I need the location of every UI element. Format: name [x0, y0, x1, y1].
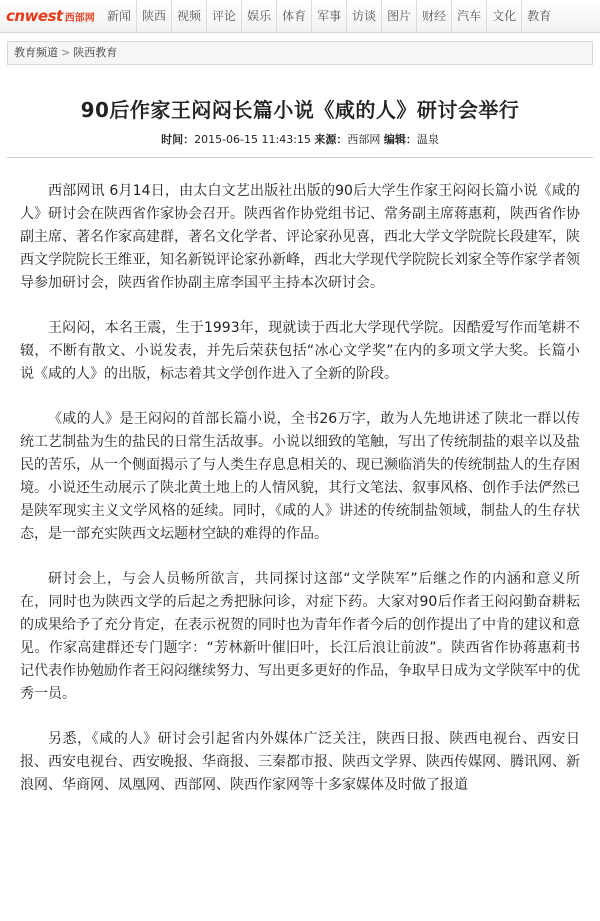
source-name: 西部网	[347, 133, 381, 146]
article-paragraph-2: 王闷闷，本名王震，生于1993年，现就读于西北大学现代学院。因酷爱写作而笔耕不辍，不断有散文、小说发表，并先后荣获包括“冰心文学奖”在内的多项文学大奖。长篇小说《咸的人》的出版，标志着其文学创作进入了全新的阶段。	[20, 320, 580, 382]
breadcrumb-item-education-channel[interactable]: 教育频道	[14, 46, 58, 59]
channel-nav	[102, 0, 556, 32]
nav-item-culture[interactable]: 文化	[486, 0, 521, 32]
article-paragraph-4: 研讨会上，与会人员畅所欲言，共同探讨这部“文学陕军”后继之作的内涵和意义所在，同时也为陕西文学的后起之秀把脉问诊，对症下药。大家对90后作者王闷闷勤奋耕耘的成果给予了充分肯定，在表示祝贺的同时也为青年作者今后的创作提出了中肯的建议和意见。作家高建群还专门题字：“芳林新叶催旧叶，长江后浪让前波”。陕西省作协蒋惠莉书记代表作协勉励作者王闷闷继续努力、写出更多更好的作品，争取早日成为文学陕军中的优秀一员。	[20, 571, 580, 702]
source-label: 来源：	[314, 133, 348, 146]
article-paragraph-5: 另悉，《咸的人》研讨会引起省内外媒体广泛关注，陕西日报、陕西电视台、西安日报、西安电视台、西安晚报、华商报、三秦都市报、陕西文学界、陕西传媒网、腾讯网、新浪网、华商网、凤凰网、西部网、陕西作家网等十多家媒体及时做了报道	[20, 731, 580, 793]
article-body	[0, 158, 600, 797]
article-meta	[0, 131, 600, 149]
nav-item-education[interactable]: 教育	[521, 0, 556, 32]
logo-text-en: cnwest	[6, 7, 63, 25]
editor-label: 编辑：	[383, 133, 417, 146]
nav-item-news[interactable]: 新闻	[107, 9, 132, 23]
nav-item-comment[interactable]: 评论	[206, 0, 241, 32]
nav-item-sports[interactable]: 体育	[276, 0, 311, 32]
time-label: 时间：	[161, 133, 195, 146]
top-navigation-bar	[0, 0, 600, 33]
nav-item-pictures[interactable]: 图片	[381, 0, 416, 32]
editor-name: 温泉	[416, 133, 439, 146]
site-logo[interactable]	[0, 0, 102, 32]
nav-item-entertainment[interactable]: 娱乐	[241, 0, 276, 32]
breadcrumb-separator: >	[61, 46, 71, 59]
nav-item-shaanxi[interactable]: 陕西	[136, 0, 171, 32]
breadcrumb	[7, 41, 593, 65]
publish-time: 2015-06-15 11:43:15	[194, 133, 311, 146]
logo-text-cn: 西部网	[64, 12, 95, 24]
nav-item-military[interactable]: 军事	[311, 0, 346, 32]
article-paragraph-3: 《咸的人》是王闷闷的首部长篇小说，全书26万字，敢为人先地讲述了陕北一群以传统工艺制盐为生的盐民的日常生活故事。小说以细致的笔触，写出了传统制盐的艰辛以及盐民的苦乐，从一个侧面揭示了与人类生存息息相关的、现已濒临消失的传统制盐人的生存困境。小说还生动展示了陕北黄土地上的人情风貌，其行文笔法、叙事风格、创作手法俨然已是陕军现实主义文学风格的延续。同时，《咸的人》讲述的传统制盐领域，制盐人的生存状态，是一部充实陕西文坛题材空缺的难得的作品。	[20, 411, 580, 542]
article-paragraph-1: 西部网讯 6月14日，由太白文艺出版社出版的90后大学生作家王闷闷长篇小说《咸的人》研讨会在陕西省作家协会召开。陕西省作协党组书记、常务副主席蒋惠莉，陕西省作协副主席、著名作家高建群，著名文化学者、评论家孙见喜，西北大学文学院院长段建军，陕西文学院院长王维亚，知名新锐评论家孙新峰，西北大学现代学院院长刘家全等作家学者领导参加研讨会，陕西省作协副主席李国平主持本次研讨会。	[20, 183, 580, 291]
nav-item-interview[interactable]: 访谈	[346, 0, 381, 32]
breadcrumb-item-shaanxi-education[interactable]: 陕西教育	[73, 46, 118, 59]
nav-item-finance[interactable]: 财经	[416, 0, 451, 32]
nav-item-auto[interactable]: 汽车	[451, 0, 486, 32]
article-title: 90后作家王闷闷长篇小说《咸的人》研讨会举行	[80, 98, 520, 122]
nav-item-video[interactable]: 视频	[171, 0, 206, 32]
